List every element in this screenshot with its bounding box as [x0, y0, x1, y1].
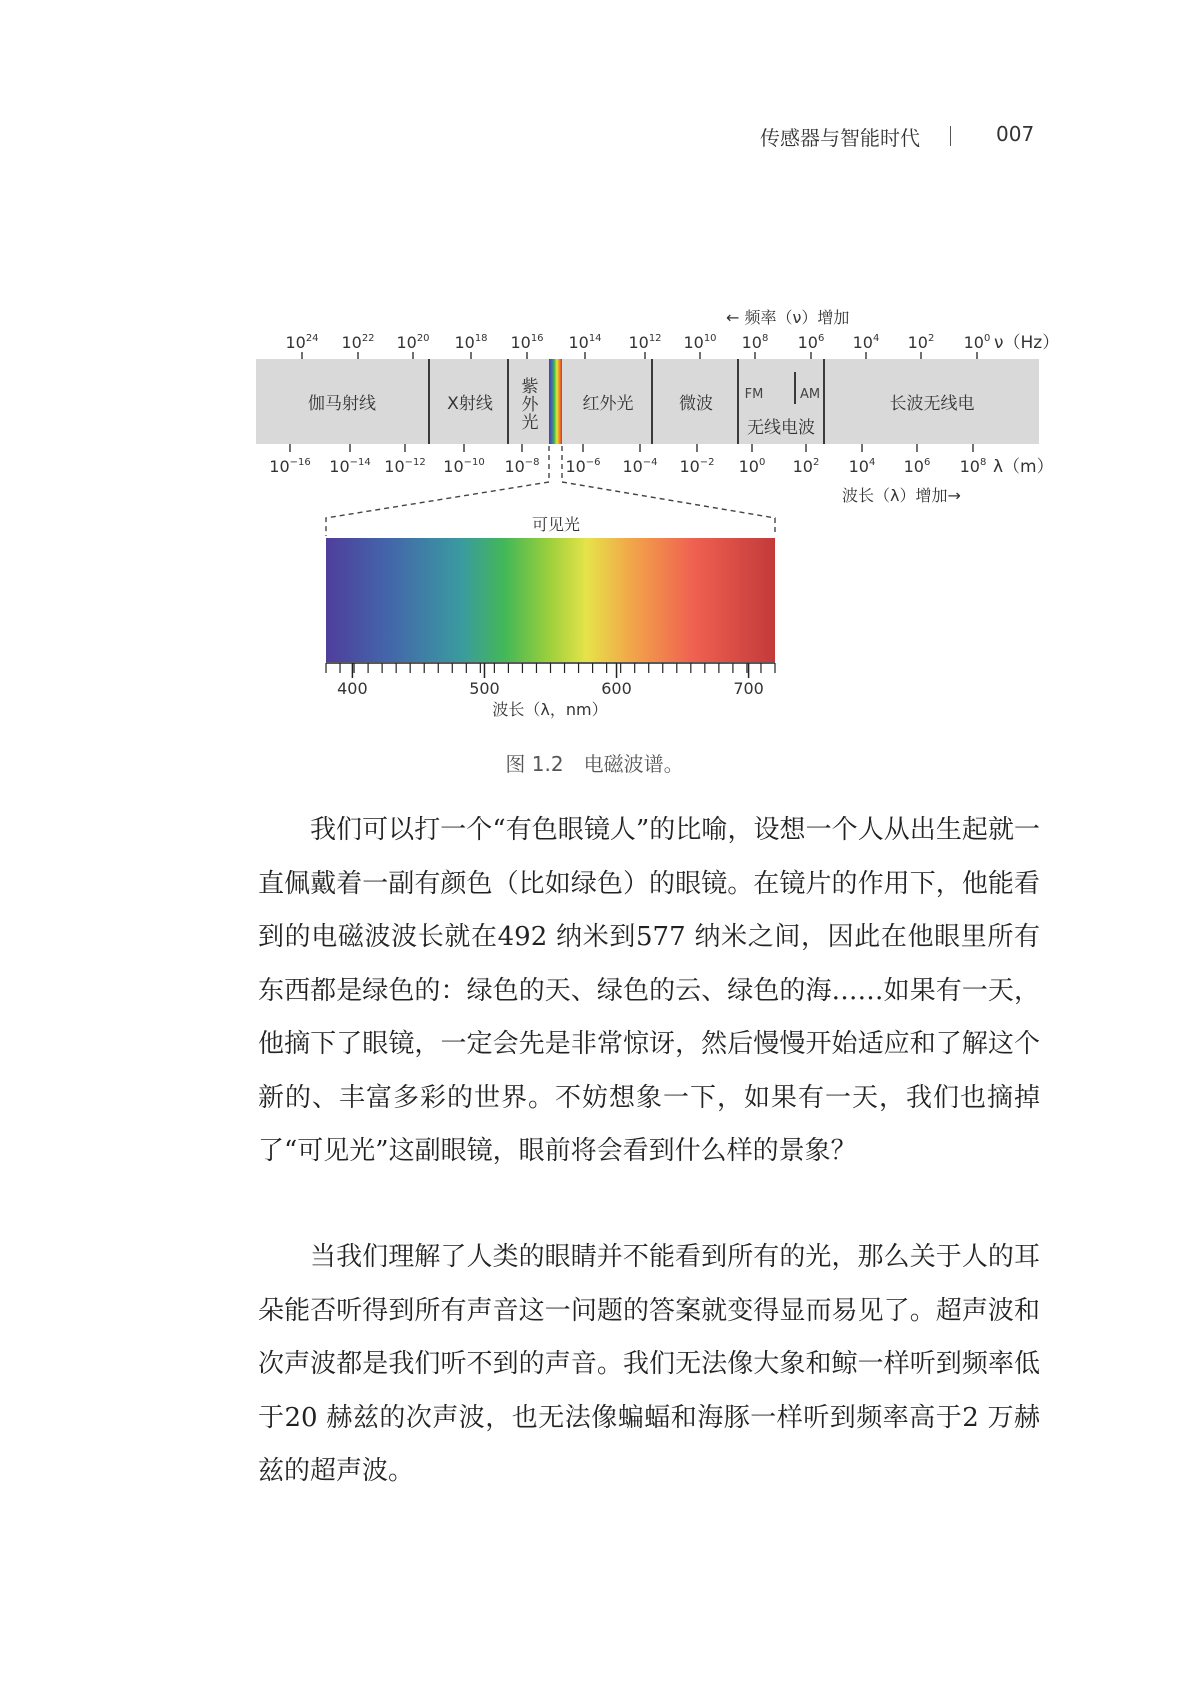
tick-base: 10 — [285, 333, 306, 352]
tick-exponent: 8 — [761, 333, 769, 344]
frequency-ticks — [285, 333, 990, 359]
freq-tick-9 — [798, 333, 825, 359]
wave-tick-4 — [504, 444, 539, 476]
tick-exponent: 6 — [817, 333, 825, 344]
freq-tick-label — [908, 333, 935, 352]
tick-base: 10 — [683, 333, 704, 352]
region-infrared: 红外光 — [582, 394, 634, 414]
region-long-wave-radio: 长波无线电 — [889, 394, 975, 414]
tick-exponent: −8 — [524, 457, 540, 468]
freq-tick-6 — [628, 333, 661, 359]
frequency-axis-label: ← 频率（ν）增加 — [726, 308, 850, 327]
freq-tick-label — [853, 333, 880, 352]
electromagnetic-spectrum-figure — [0, 0, 1189, 740]
freq-tick-label — [742, 333, 769, 352]
tick-exponent: 18 — [474, 333, 488, 344]
tick-base: 10 — [907, 333, 928, 352]
wavelength-unit: λ（m） — [993, 457, 1054, 477]
wave-tick-label — [793, 457, 820, 476]
region-uv-char-2: 外 — [521, 395, 539, 415]
tick-exponent: 0 — [758, 457, 766, 468]
tick-exponent: −10 — [463, 457, 485, 468]
body-paragraph-1 — [258, 804, 1040, 1179]
freq-tick-label — [798, 333, 825, 352]
wave-tick-label — [565, 457, 600, 476]
region-microwave: 微波 — [679, 394, 713, 414]
wave-tick-label — [443, 457, 484, 476]
tick-exponent: 4 — [872, 333, 880, 344]
region-uv-char-1: 紫 — [521, 377, 539, 397]
tick-exponent: 0 — [983, 333, 991, 344]
tick-exponent: 8 — [979, 457, 987, 468]
wave-tick-0 — [269, 444, 310, 476]
freq-tick-0 — [285, 333, 318, 359]
freq-tick-label — [568, 333, 601, 352]
freq-tick-11 — [908, 333, 935, 359]
freq-tick-label — [964, 333, 991, 352]
tick-exponent: 12 — [648, 333, 662, 344]
wavelength-ticks — [269, 444, 986, 476]
wave-tick-11 — [904, 444, 931, 476]
tick-exponent: 22 — [361, 333, 375, 344]
freq-tick-label — [454, 333, 487, 352]
tick-base: 10 — [329, 457, 350, 476]
wave-tick-10 — [849, 444, 876, 476]
visible-axis-label: 波长（λ，nm） — [492, 700, 608, 719]
tick-exponent: 24 — [305, 333, 319, 344]
visible-light-label: 可见光 — [531, 515, 581, 534]
figure-caption: 图 1.2 电磁波谱。 — [505, 752, 684, 776]
wave-tick-label — [622, 457, 657, 476]
wave-tick-label — [679, 457, 714, 476]
tick-exponent: −6 — [585, 457, 601, 468]
tick-base: 10 — [848, 457, 869, 476]
visible-minor-ticks — [326, 663, 775, 673]
tick-exponent: 16 — [530, 333, 544, 344]
wave-tick-label — [960, 457, 987, 476]
tick-exponent: 4 — [868, 457, 876, 468]
wave-tick-label — [504, 457, 539, 476]
wave-tick-7 — [679, 444, 714, 476]
frequency-unit: ν（Hz） — [994, 333, 1060, 353]
freq-tick-label — [341, 333, 374, 352]
wave-tick-label — [384, 457, 425, 476]
tick-exponent: 2 — [812, 457, 820, 468]
tick-base: 10 — [454, 333, 475, 352]
wave-tick-label — [269, 457, 310, 476]
wave-tick-5 — [565, 444, 600, 476]
tick-exponent: −12 — [404, 457, 426, 468]
tick-base: 10 — [797, 333, 818, 352]
tick-base: 10 — [679, 457, 700, 476]
tick-base: 10 — [341, 333, 362, 352]
freq-tick-5 — [568, 333, 601, 359]
wave-tick-1 — [329, 444, 370, 476]
region-x-ray: X射线 — [447, 394, 493, 414]
region-fm: FM — [744, 387, 764, 402]
tick-exponent: 10 — [703, 333, 717, 344]
tick-base: 10 — [443, 457, 464, 476]
paragraph-text: 当我们理解了人类的眼睛并不能看到所有的光，那么关于人的耳朵能否听得到所有声音这一问题的答案就变得显而易见了。超声波和次声波都是我们听不到的声音。我们无法像大象和鲸一样听到频率低于20 赫兹的次声波，也无法像蝙蝠和海豚一样听到频率高于2 万赫兹的超声波。 — [258, 1242, 1040, 1486]
tick-base: 10 — [510, 333, 531, 352]
freq-tick-label — [628, 333, 661, 352]
freq-tick-label — [396, 333, 429, 352]
tick-base: 10 — [269, 457, 290, 476]
freq-tick-label — [285, 333, 318, 352]
wavelength-axis-label: 波长（λ）增加→ — [842, 486, 961, 505]
tick-base: 10 — [568, 333, 589, 352]
region-radio: 无线电波 — [747, 418, 815, 438]
tick-base: 10 — [738, 457, 759, 476]
body-paragraph-2 — [258, 1231, 1040, 1499]
wave-tick-label — [329, 457, 370, 476]
tick-exponent: 20 — [416, 333, 430, 344]
tick-base: 10 — [384, 457, 405, 476]
visible-tick-label: 400 — [337, 679, 368, 698]
freq-tick-2 — [396, 333, 429, 359]
uv-visible-strip — [549, 359, 562, 444]
visible-spectrum-bar — [326, 538, 775, 662]
page-number: 007 — [996, 122, 1035, 146]
tick-base: 10 — [959, 457, 980, 476]
tick-exponent: −16 — [289, 457, 311, 468]
visible-tick-label: 700 — [733, 679, 764, 698]
region-am: AM — [799, 387, 821, 402]
freq-tick-12 — [964, 333, 991, 359]
wave-tick-label — [849, 457, 876, 476]
tick-base: 10 — [628, 333, 649, 352]
tick-exponent: 6 — [923, 457, 931, 468]
tick-exponent: −14 — [349, 457, 371, 468]
visible-tick-label: 600 — [601, 679, 632, 698]
freq-tick-label — [683, 333, 716, 352]
tick-exponent: 14 — [588, 333, 602, 344]
freq-tick-8 — [742, 333, 769, 359]
tick-exponent: −4 — [642, 457, 658, 468]
tick-exponent: 2 — [927, 333, 935, 344]
wave-tick-6 — [622, 444, 657, 476]
wave-tick-3 — [443, 444, 484, 476]
tick-base: 10 — [622, 457, 643, 476]
tick-base: 10 — [963, 333, 984, 352]
wave-tick-9 — [793, 444, 820, 476]
running-head-title: 传感器与智能时代 — [760, 126, 920, 150]
freq-tick-7 — [683, 333, 716, 359]
freq-tick-label — [510, 333, 543, 352]
tick-base: 10 — [792, 457, 813, 476]
region-gamma-ray: 伽马射线 — [308, 394, 376, 414]
region-uv-char-3: 光 — [521, 413, 539, 433]
visible-tick-label: 500 — [469, 679, 500, 698]
wave-tick-8 — [739, 444, 766, 476]
freq-tick-1 — [341, 333, 374, 359]
tick-base: 10 — [852, 333, 873, 352]
tick-base: 10 — [741, 333, 762, 352]
freq-tick-4 — [510, 333, 543, 359]
tick-base: 10 — [504, 457, 525, 476]
wave-tick-label — [739, 457, 766, 476]
wave-tick-12 — [960, 444, 987, 476]
wave-tick-2 — [384, 444, 425, 476]
tick-exponent: −2 — [699, 457, 715, 468]
tick-base: 10 — [565, 457, 586, 476]
paragraph-text: 我们可以打一个“有色眼镜人”的比喻，设想一个人从出生起就一直佩戴着一副有颜色（比如绿色）的眼镜。在镜片的作用下，他能看到的电磁波波长就在492 纳米到577 纳米之间，因此在他眼里所有东西都是绿色的：绿色的天、绿色的云、绿色的海……如果有一天，他摘下了眼镜，一定会先是非常惊讶，然后慢慢开始适应和了解这个新的、丰富多彩的世界。不妨想象一下，如果有一天，我们也摘掉了“可见光”这副眼镜，眼前将会看到什么样的景象？ — [258, 815, 1040, 1166]
tick-base: 10 — [396, 333, 417, 352]
wave-tick-label — [904, 457, 931, 476]
tick-base: 10 — [903, 457, 924, 476]
freq-tick-3 — [454, 333, 487, 359]
freq-tick-10 — [853, 333, 880, 359]
